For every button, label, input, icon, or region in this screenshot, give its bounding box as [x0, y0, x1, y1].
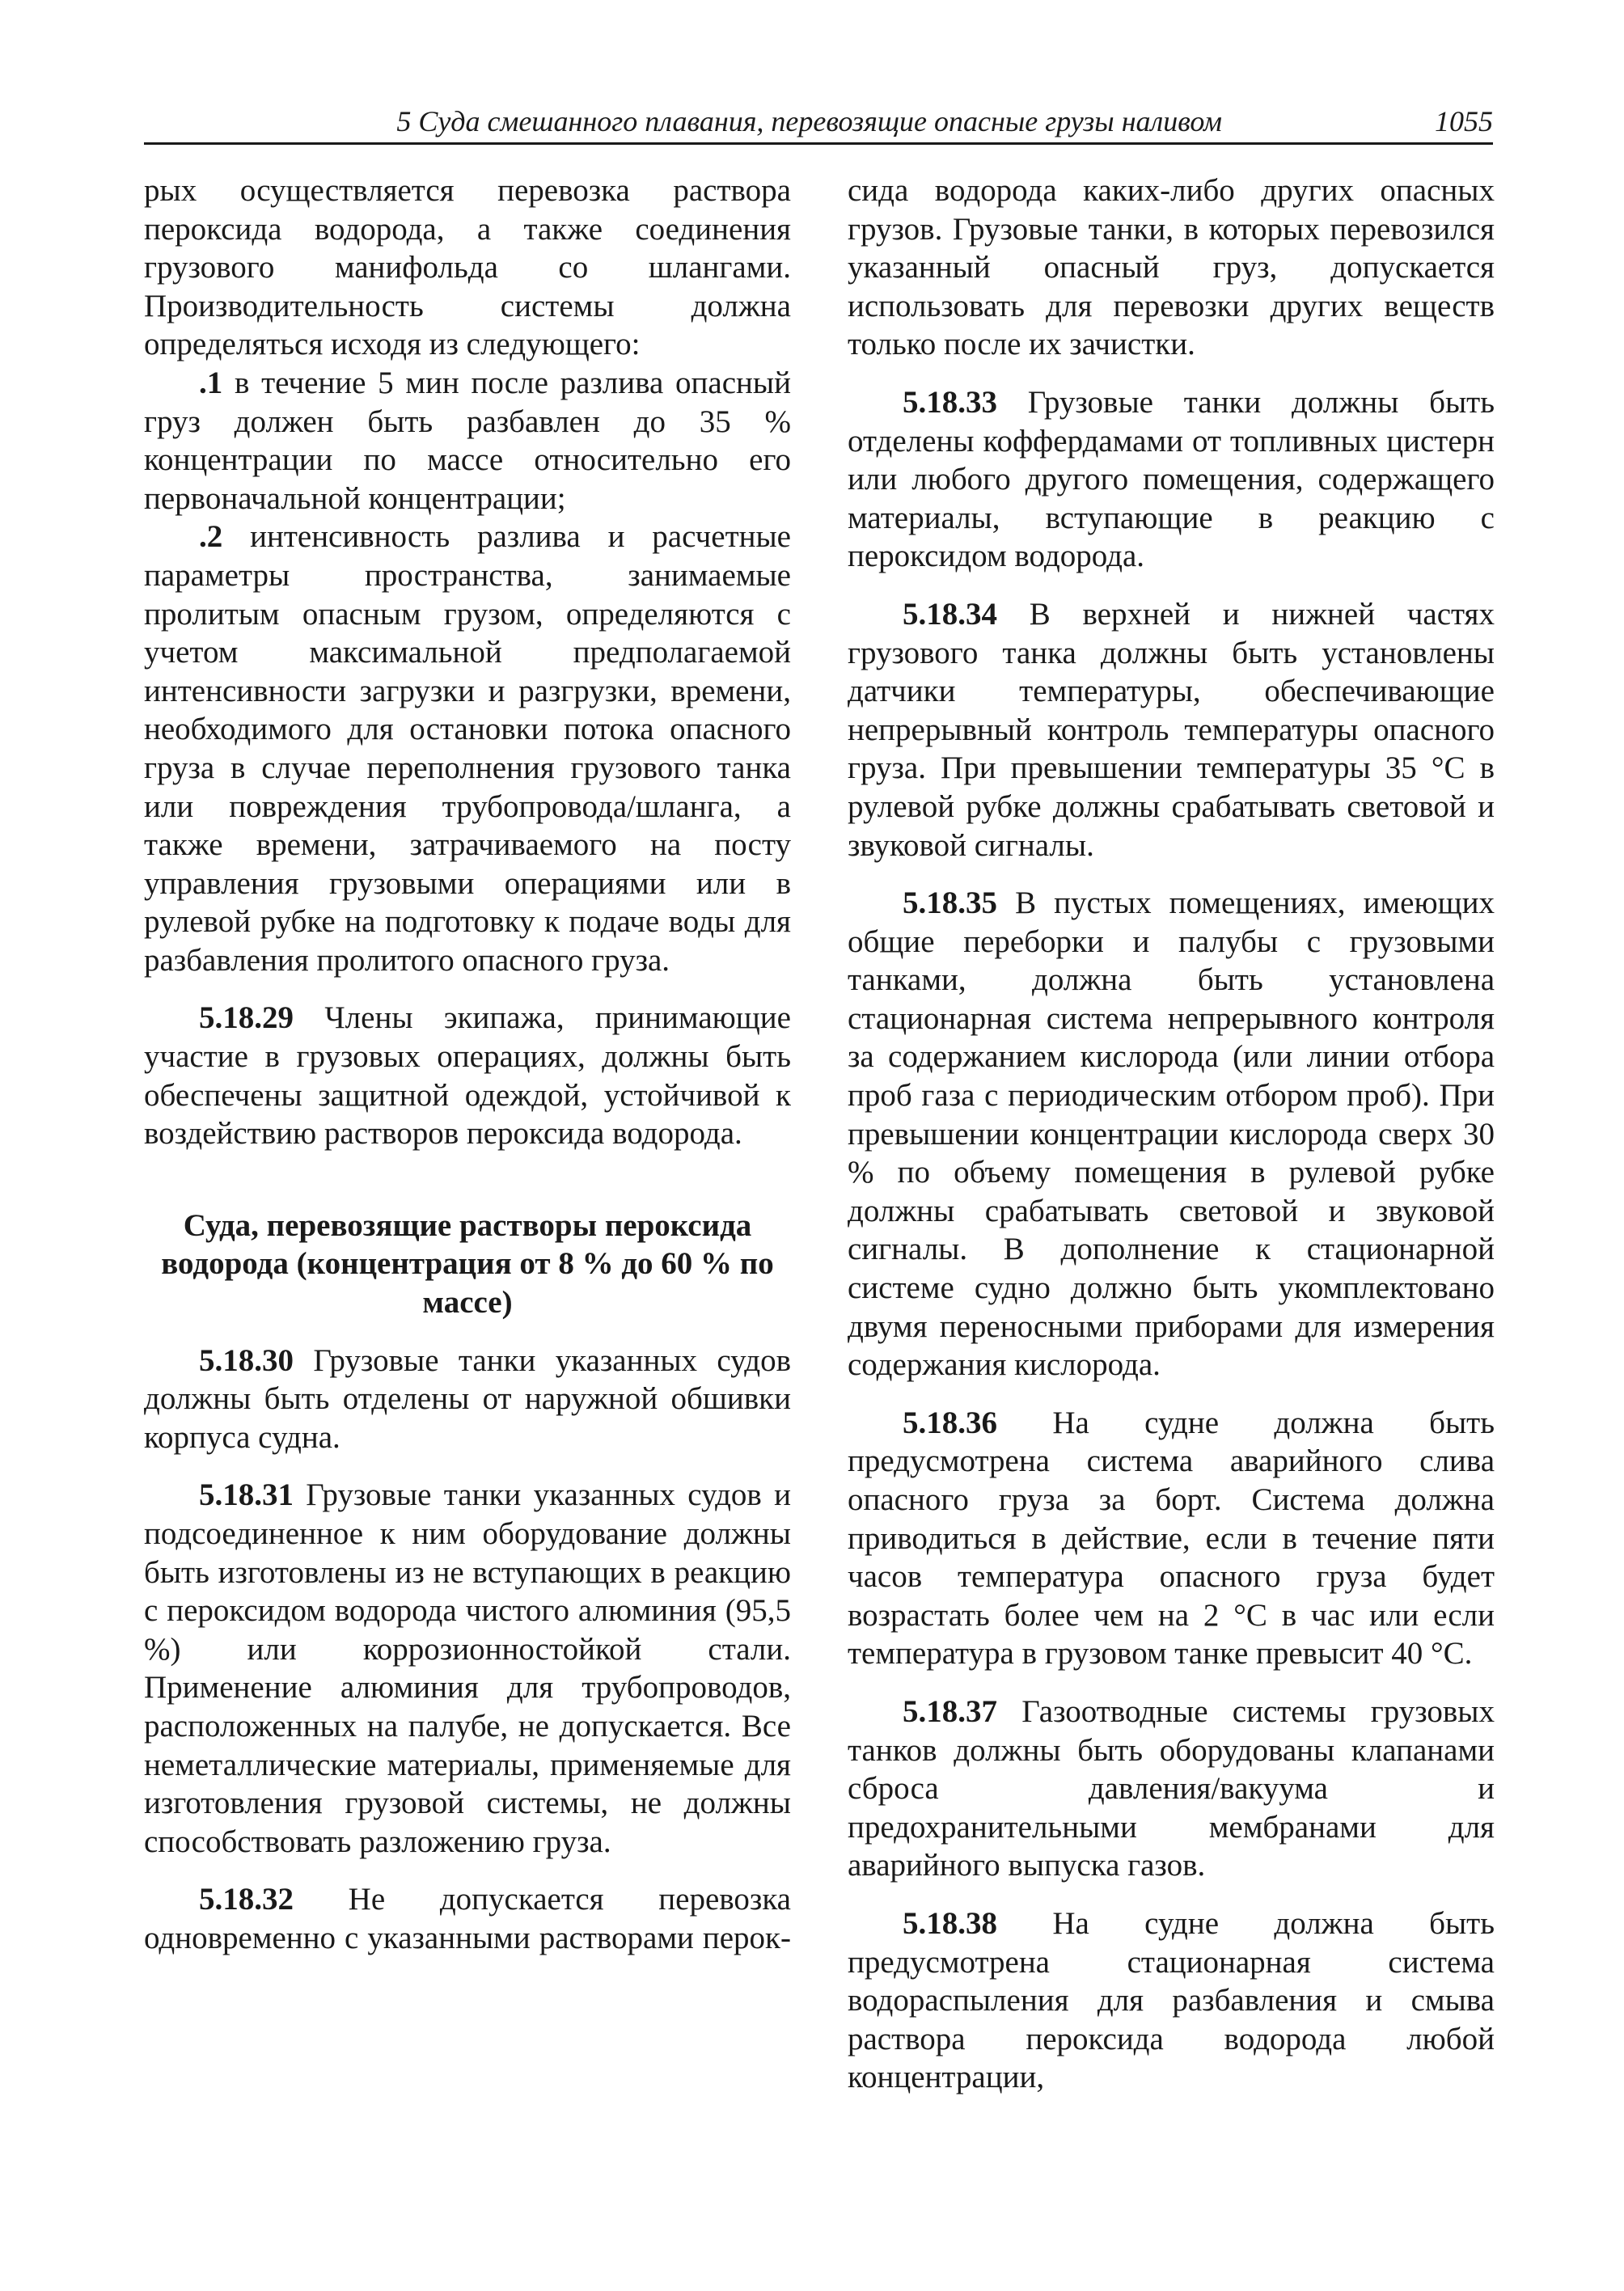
clause-number: 5.18.36	[903, 1405, 997, 1440]
list-item-number: .1	[199, 365, 223, 400]
clause-number: 5.18.29	[199, 1000, 294, 1036]
clause-5-18-38	[848, 1904, 1495, 2097]
clause-text: Не допускается перевозка одновременно с указанными растворами перок-	[144, 1882, 791, 1955]
clause-number: 5.18.38	[903, 1905, 997, 1941]
clause-number: 5.18.33	[903, 384, 997, 420]
clause-5-18-35	[848, 884, 1495, 1384]
clause-5-18-33	[848, 383, 1495, 576]
right-column	[848, 171, 1495, 2116]
clause-number: 5.18.32	[199, 1882, 294, 1917]
clause-5-18-32-continued: сида водорода каких-либо других опасных грузов. Грузовые танки, в которых перевозился указанный опасный груз, допускается использовать для перевозки других веществ только после их зачистки.	[848, 173, 1495, 362]
clause-5-18-36	[848, 1404, 1495, 1673]
left-column	[144, 171, 791, 1977]
clause-5-18-31	[144, 1476, 791, 1861]
section-heading: Суда, перевозящие растворы пероксида водорода (концентрация от 8 % до 60 % по массе)	[161, 1207, 774, 1321]
clause-5-18-37	[848, 1693, 1495, 1885]
list-item-text: в течение 5 мин после разлива опасный груз должен быть разбавлен до 35 % концентрации по массе относительно его первоначальной концентрации;	[144, 365, 791, 516]
list-item-number: .2	[199, 519, 223, 555]
clause-number: 5.18.34	[903, 596, 997, 632]
clause-text: Грузовые танки указанных судов и подсоединенное к ним оборудование должны быть изготовлены из не вступающих в реакцию с пероксидом водорода чистого алюминия (95,5 %) или коррозионностойкой стали. Применение алюминия для трубопроводов, расположенных на палубе, не допускается. Все неметаллические материалы, применяемые для изготовления грузовой системы, не должны способствовать разложению груза.	[144, 1477, 791, 1859]
clause-number: 5.18.37	[903, 1693, 997, 1729]
clause-text: На судне должна быть предусмотрена стационарная система водораспыления для разбавления и смыва раствора пероксида водорода любой концентрации,	[848, 1905, 1495, 2095]
page-number: 1055	[1435, 105, 1493, 137]
page-header	[144, 104, 1493, 145]
clause-number: 5.18.31	[199, 1477, 294, 1513]
clause-5-18-32	[144, 1880, 791, 1957]
clause-number: 5.18.35	[903, 886, 997, 921]
running-title: 5 Суда смешанного плавания, перевозящие опасные грузы наливом	[396, 105, 1222, 137]
clause-text: Грузовые танки указанных судов должны быть отделены от наружной обшивки корпуса судна.	[144, 1342, 791, 1455]
list-item-1	[144, 364, 791, 518]
list-item-text: интенсивность разлива и расчетные параметры пространства, занимаемые пролитым опасным грузом, определяются с учетом максимальной предполагаемой интенсивности загрузки и разгрузки, времени, необходимого для остановки потока опасного груза в случае переполнения грузового танка или повреждения трубопровода/шланга, а также времени, затрачиваемого на посту управления грузовыми операциями или в рулевой рубке на подготовку к подаче воды для разбавления пролитого опасного груза.	[144, 519, 791, 978]
list-item-2	[144, 518, 791, 979]
clause-number: 5.18.30	[199, 1342, 294, 1378]
paragraph-intro: рых осуществляется перевозка раствора пероксида водорода, а также соединения грузового манифольда со шлангами. Производительность системы должна определяться исходя из следующего:	[144, 173, 791, 362]
clause-text: Грузовые танки должны быть отделены коффердамами от топливных цистерн или любого другого помещения, содержащего материалы, вступающие в реакцию с пероксидом водорода.	[848, 384, 1495, 574]
clause-text: На судне должна быть предусмотрена система аварийного слива опасного груза за борт. Система должна приводиться в действие, если в течение пяти часов температура опасного груза будет возрастать более чем на 2 °С в час или если температура в грузовом танке превысит 40 °С.	[848, 1405, 1495, 1672]
clause-text: В верхней и нижней частях грузового танка должны быть установлены датчики температуры, обеспечивающие непрерывный контроль температуры опасного груза. При превышении температуры 35 °С в рулевой рубке должны срабатывать световой и звуковой сигналы.	[848, 596, 1495, 863]
clause-text: В пустых помещениях, имеющих общие переборки и палубы с грузовыми танками, должна быть установлена стационарная система непрерывного контроля за содержанием кислорода (или линии отбора проб газа с периодическим отбором проб). При превышении концентрации кислорода сверх 30 % по объему помещения в рулевой рубке должны срабатывать световой и звуковой сигналы. В дополнение к стационарной системе судно должно быть укомплектовано двумя переносными приборами для измерения содержания кислорода.	[848, 886, 1495, 1383]
clause-5-18-30	[144, 1342, 791, 1457]
clause-text: Члены экипажа, принимающие участие в грузовых операциях, должны быть обеспечены защитной одеждой, устойчивой к воздействию растворов пероксида водорода.	[144, 1000, 791, 1152]
clause-5-18-29	[144, 999, 791, 1152]
clause-5-18-34	[848, 595, 1495, 864]
clause-text: Газоотводные системы грузовых танков должны быть оборудованы клапанами сброса давления/вакуума и предохранительными мембранами для аварийного выпуска газов.	[848, 1693, 1495, 1883]
